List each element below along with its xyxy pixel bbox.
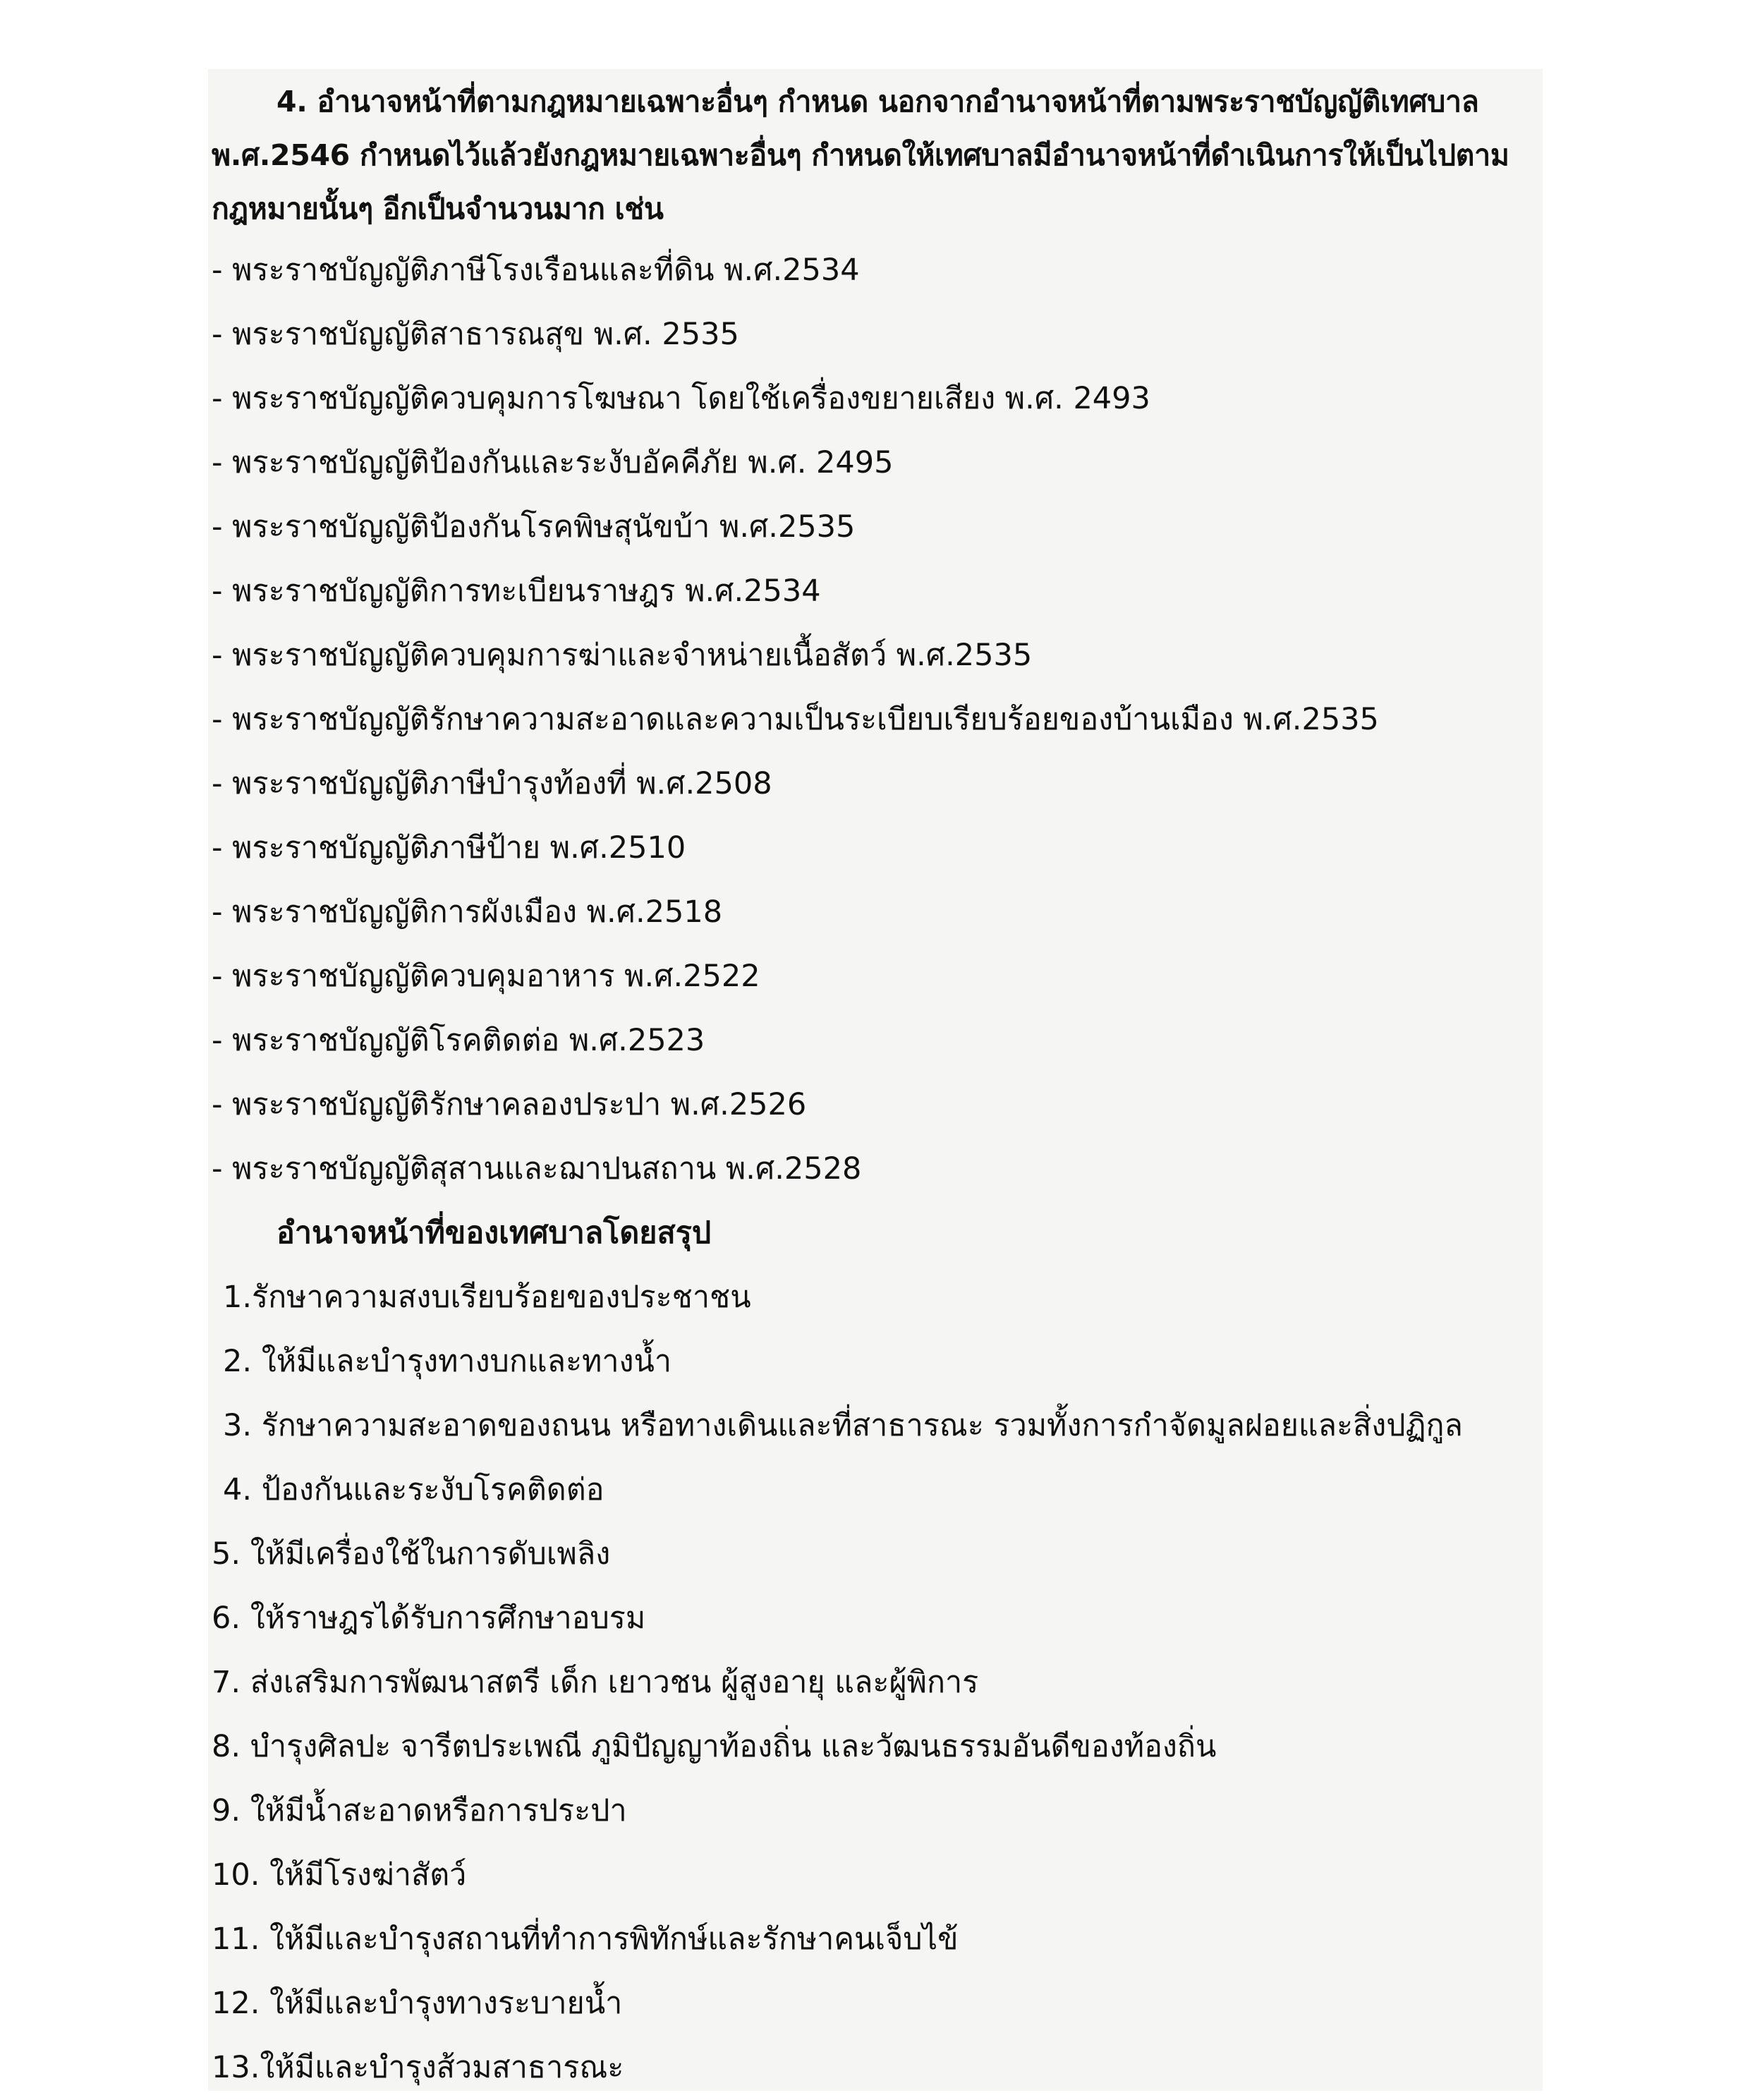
law-item: - พระราชบัญญัติโรคติดต่อ พ.ศ.2523 — [212, 1023, 705, 1058]
duty-item: 4. ป้องกันและระงับโรคติดต่อ — [223, 1472, 604, 1507]
summary-heading: อำนาจหน้าที่ของเทศบาลโดยสรุป — [277, 1215, 712, 1251]
duty-item: 7. ส่งเสริมการพัฒนาสตรี เด็ก เยาวชน ผู้สูงอายุ และผู้พิการ — [212, 1665, 979, 1700]
duty-item: 13.ให้มีและบำรุงส้วมสาธารณะ — [212, 2050, 624, 2085]
law-item: - พระราชบัญญัติป้องกันและระงับอัคคีภัย พ.ศ. 2495 — [212, 445, 894, 480]
duty-item: 1.รักษาความสงบเรียบร้อยของประชาชน — [223, 1280, 751, 1315]
duty-item: 5. ให้มีเครื่องใช้ในการดับเพลิง — [212, 1536, 611, 1572]
law-list — [212, 238, 1545, 1201]
law-item: - พระราชบัญญัติควบคุมการโฆษณา โดยใช้เครื่องขยายเสียง พ.ศ. 2493 — [212, 381, 1150, 416]
document-body — [212, 75, 1545, 2100]
law-item: - พระราชบัญญัติภาษีโรงเรือนและที่ดิน พ.ศ.2534 — [212, 253, 860, 288]
duty-item: 12. ให้มีและบำรุงทางระบายน้ำ — [212, 1986, 623, 2021]
duty-item: 3. รักษาความสะอาดของถนน หรือทางเดินและที่สาธารณะ รวมทั้งการกำจัดมูลฝอยและสิ่งปฏิกูล — [223, 1408, 1463, 1443]
duty-item: 11. ให้มีและบำรุงสถานที่ทำการพิทักษ์และรักษาคนเจ็บไข้ — [212, 1922, 959, 1957]
law-item: - พระราชบัญญัติควบคุมอาหาร พ.ศ.2522 — [212, 959, 760, 994]
law-item: - พระราชบัญญัติป้องกันโรคพิษสุนัขบ้า พ.ศ.2535 — [212, 509, 856, 545]
law-item: - พระราชบัญญัติสาธารณสุข พ.ศ. 2535 — [212, 317, 739, 352]
law-item: - พระราชบัญญัติภาษีบำรุงท้องที่ พ.ศ.2508 — [212, 766, 772, 801]
intro-paragraph: 4. อำนาจหน้าที่ตามกฎหมายเฉพาะอื่นๆ กำหนด นอกจากอำนาจหน้าที่ตามพระราชบัญญัติเทศบาล พ.ศ.2546 กำหนดไว้แล้วยังกฎหมายเฉพาะอื่นๆ กำหนดให้เทศบาลมีอำนาจหน้าที่ดำเนินการให้เป็นไปตามกฎหมายนั้นๆ อีกเป็นจำนวนมาก เช่น — [212, 85, 1509, 226]
law-item: - พระราชบัญญัติสุสานและฌาปนสถาน พ.ศ.2528 — [212, 1151, 862, 1186]
law-item: - พระราชบัญญัติการผังเมือง พ.ศ.2518 — [212, 894, 723, 930]
law-item: - พระราชบัญญัติควบคุมการฆ่าและจำหน่ายเนื้อสัตว์ พ.ศ.2535 — [212, 638, 1033, 673]
law-item: - พระราชบัญญัติการทะเบียนราษฎร พ.ศ.2534 — [212, 573, 821, 609]
law-item: - พระราชบัญญัติรักษาคลองประปา พ.ศ.2526 — [212, 1087, 807, 1122]
duty-list — [212, 1266, 1545, 2100]
duty-item: 2. ให้มีและบำรุงทางบกและทางน้ำ — [223, 1344, 672, 1379]
duty-item: 6. ให้ราษฎรได้รับการศึกษาอบรม — [212, 1601, 646, 1636]
law-item: - พระราชบัญญัติรักษาความสะอาดและความเป็นระเบียบเรียบร้อยของบ้านเมือง พ.ศ.2535 — [212, 702, 1379, 737]
law-item: - พระราชบัญญัติภาษีป้าย พ.ศ.2510 — [212, 830, 686, 866]
duty-item: 9. ให้มีน้ำสะอาดหรือการประปา — [212, 1793, 627, 1828]
duty-item: 8. บำรุงศิลปะ จารีตประเพณี ภูมิปัญญาท้องถิ่น และวัฒนธรรมอันดีของท้องถิ่น — [212, 1729, 1217, 1764]
duty-item: 10. ให้มีโรงฆ่าสัตว์ — [212, 1857, 467, 1893]
